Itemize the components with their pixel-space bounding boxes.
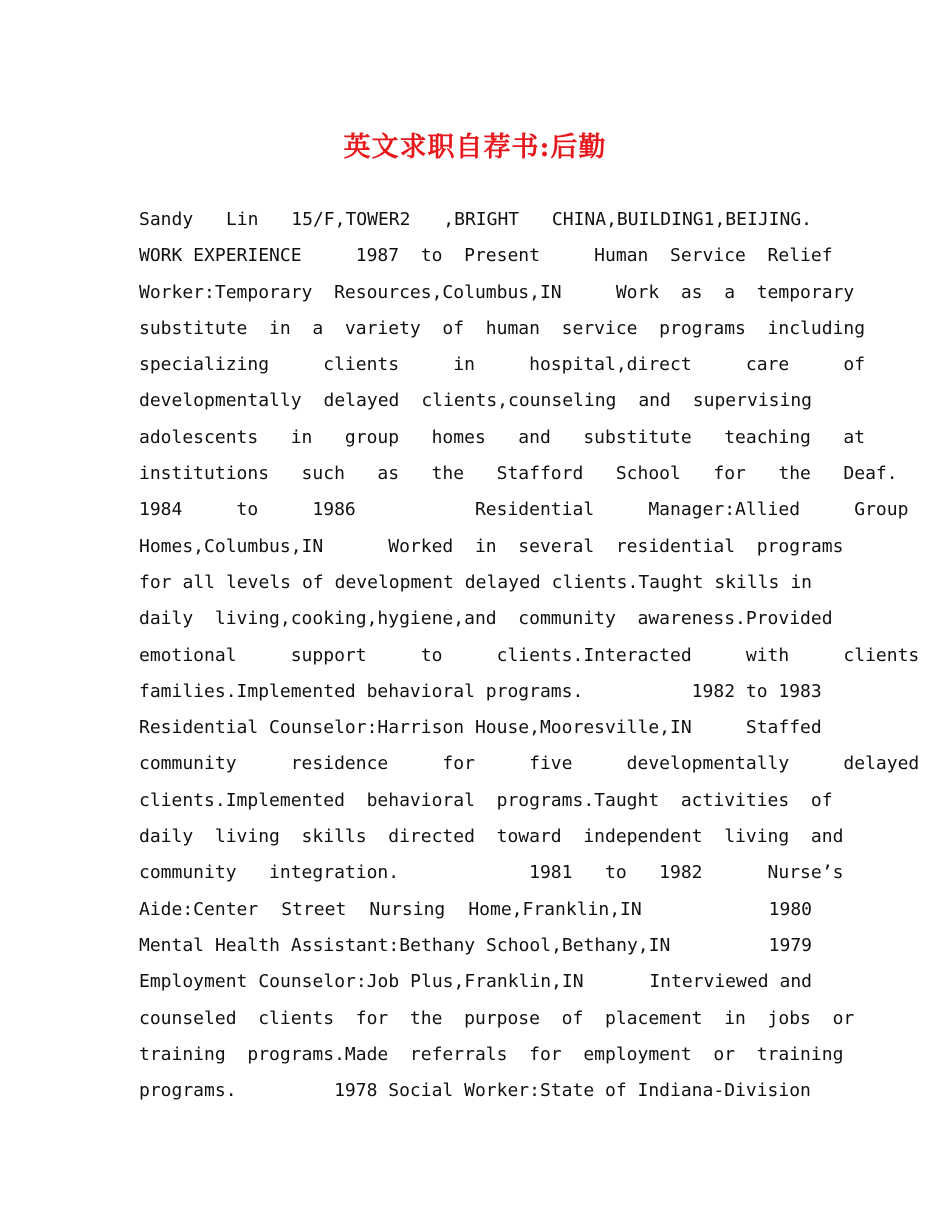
body-line: daily living skills directed toward independent living and: [139, 826, 844, 848]
body-line: institutions such as the Stafford School for the Deaf.: [139, 463, 898, 485]
body-line: for all levels of development delayed clients.Taught skills in: [139, 571, 812, 593]
body-line: community residence for five developmentally delayed: [139, 753, 920, 775]
body-line: programs. 1978 Social Worker:State of Indiana-Division: [139, 1080, 811, 1102]
body-line: specializing clients in hospital,direct care of: [139, 354, 866, 376]
body-line: families.Implemented behavioral programs. 1982 to 1983: [139, 680, 822, 702]
body-line: Worker:Temporary Resources,Columbus,IN Work as a temporary: [139, 281, 855, 303]
body-line: counseled clients for the purpose of placement in jobs or: [139, 1007, 855, 1029]
body-line: 1984 to 1986 Residential Manager:Allied Group: [139, 499, 909, 521]
body-line: training programs.Made referrals for employment or training: [139, 1043, 844, 1065]
body-line: emotional support to clients.Interacted with clients: [139, 644, 920, 666]
document-title: 英文求职自荐书:后勤: [343, 132, 607, 163]
body-line: Aide:Center Street Nursing Home,Franklin,IN 1980: [139, 898, 812, 920]
body-line: Sandy Lin 15/F,TOWER2 ,BRIGHT CHINA,BUILDING1,BEIJING.: [139, 209, 812, 230]
body-line: Residential Counselor:Harrison House,Mooresville,IN Staffed: [139, 717, 822, 739]
body-line: developmentally delayed clients,counseling and supervising: [139, 390, 812, 412]
document-body: [139, 202, 920, 1109]
body-line: daily living,cooking,hygiene,and community awareness.Provided: [139, 608, 833, 630]
body-line: Employment Counselor:Job Plus,Franklin,IN Interviewed and: [139, 971, 812, 993]
body-line: community integration. 1981 to 1982 Nurse’s: [139, 862, 844, 884]
body-line: adolescents in group homes and substitute teaching at: [139, 426, 866, 448]
body-line: Homes,Columbus,IN Worked in several residential programs: [139, 535, 844, 557]
body-line: WORK EXPERIENCE 1987 to Present Human Service Relief: [139, 245, 833, 267]
body-line: substitute in a variety of human service programs including: [139, 317, 866, 339]
body-line: Mental Health Assistant:Bethany School,Bethany,IN 1979: [139, 934, 812, 956]
body-line: clients.Implemented behavioral programs.Taught activities of: [139, 789, 833, 811]
